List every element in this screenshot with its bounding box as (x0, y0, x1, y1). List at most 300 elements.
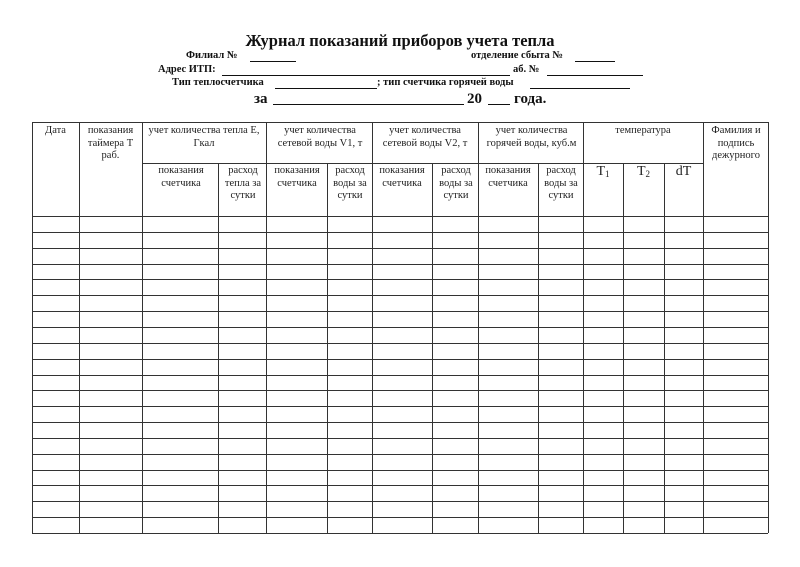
table-cell[interactable] (328, 456, 372, 469)
table-cell[interactable] (80, 456, 142, 469)
table-cell[interactable] (433, 313, 478, 326)
table-cell[interactable] (328, 250, 372, 263)
table-cell[interactable] (704, 250, 768, 263)
table-cell[interactable] (80, 234, 142, 247)
table-cell[interactable] (143, 250, 218, 263)
sales-dept-label: отделение сбыта № (471, 50, 563, 61)
table-cell[interactable] (267, 408, 327, 421)
table-cell[interactable] (143, 456, 218, 469)
table-cell[interactable] (584, 408, 623, 421)
table-cell[interactable] (624, 377, 664, 390)
table-cell[interactable] (479, 440, 538, 453)
table-cell[interactable] (328, 218, 372, 231)
table-cell[interactable] (267, 329, 327, 342)
table-cell[interactable] (624, 361, 664, 374)
table-cell[interactable] (665, 456, 703, 469)
table-cell[interactable] (539, 440, 583, 453)
table-cell[interactable] (433, 503, 478, 516)
table-cell[interactable] (33, 519, 79, 532)
table-cell[interactable] (80, 345, 142, 358)
table-cell[interactable] (624, 329, 664, 342)
hot-water-meter-type-field[interactable] (530, 88, 630, 89)
filial-field[interactable] (250, 61, 296, 62)
table-cell[interactable] (328, 472, 372, 485)
table-cell[interactable] (433, 345, 478, 358)
table-cell[interactable] (704, 297, 768, 310)
table-cell[interactable] (584, 297, 623, 310)
table-cell[interactable] (373, 456, 432, 469)
table-cell[interactable] (267, 313, 327, 326)
table-cell[interactable] (539, 456, 583, 469)
table-cell[interactable] (479, 345, 538, 358)
table-cell[interactable] (33, 361, 79, 374)
table-cell[interactable] (479, 266, 538, 279)
table-cell[interactable] (143, 218, 218, 231)
table-cell[interactable] (665, 440, 703, 453)
subscriber-field[interactable] (547, 75, 643, 76)
table-cell[interactable] (479, 234, 538, 247)
table-cell[interactable] (479, 392, 538, 405)
table-cell[interactable] (373, 329, 432, 342)
table-cell[interactable] (665, 361, 703, 374)
table-cell[interactable] (328, 234, 372, 247)
table-cell[interactable] (373, 424, 432, 437)
table-cell[interactable] (665, 313, 703, 326)
table-cell[interactable] (624, 456, 664, 469)
table-cell[interactable] (80, 297, 142, 310)
table-cell[interactable] (539, 519, 583, 532)
table-cell[interactable] (267, 250, 327, 263)
table-cell[interactable] (143, 281, 218, 294)
table-cell[interactable] (80, 250, 142, 263)
table-cell[interactable] (704, 377, 768, 390)
table-cell[interactable] (80, 503, 142, 516)
row-divider (32, 517, 768, 518)
table-cell[interactable] (373, 281, 432, 294)
table-cell[interactable] (665, 503, 703, 516)
table-cell[interactable] (143, 424, 218, 437)
table-cell[interactable] (143, 440, 218, 453)
table-cell[interactable] (665, 218, 703, 231)
table-cell[interactable] (584, 266, 623, 279)
table-cell[interactable] (704, 440, 768, 453)
table-cell[interactable] (80, 487, 142, 500)
table-cell[interactable] (665, 297, 703, 310)
table-cell[interactable] (80, 313, 142, 326)
hot-water-meter-type-label: ; тип счетчика горячей воды (377, 77, 514, 88)
table-cell[interactable] (219, 250, 266, 263)
table-cell[interactable] (584, 519, 623, 532)
table-cell[interactable] (539, 234, 583, 247)
table-cell[interactable] (665, 250, 703, 263)
table-cell[interactable] (584, 472, 623, 485)
table-cell[interactable] (219, 392, 266, 405)
table-cell[interactable] (479, 456, 538, 469)
table-cell[interactable] (624, 234, 664, 247)
table-cell[interactable] (373, 503, 432, 516)
table-cell[interactable] (479, 377, 538, 390)
table-cell[interactable] (539, 472, 583, 485)
table-cell[interactable] (704, 456, 768, 469)
table-cell[interactable] (479, 297, 538, 310)
table-cell[interactable] (704, 329, 768, 342)
table-cell[interactable] (584, 440, 623, 453)
table-cell[interactable] (267, 266, 327, 279)
table-cell[interactable] (539, 487, 583, 500)
table-cell[interactable] (539, 503, 583, 516)
table-cell[interactable] (539, 329, 583, 342)
table-cell[interactable] (143, 361, 218, 374)
table-cell[interactable] (373, 218, 432, 231)
table-cell[interactable] (624, 297, 664, 310)
table-cell[interactable] (704, 503, 768, 516)
table-cell[interactable] (433, 472, 478, 485)
table-cell[interactable] (584, 503, 623, 516)
table-cell[interactable] (267, 519, 327, 532)
table-cell[interactable] (267, 392, 327, 405)
table-cell[interactable] (33, 456, 79, 469)
table-cell[interactable] (143, 313, 218, 326)
table-cell[interactable] (704, 519, 768, 532)
table-cell[interactable] (267, 361, 327, 374)
table-cell[interactable] (433, 408, 478, 421)
table-cell[interactable] (328, 377, 372, 390)
table-cell[interactable] (433, 424, 478, 437)
table-cell[interactable] (704, 313, 768, 326)
table-cell[interactable] (433, 519, 478, 532)
table-cell[interactable] (584, 361, 623, 374)
table-cell[interactable] (80, 361, 142, 374)
itp-address-field[interactable] (222, 75, 510, 76)
table-cell[interactable] (80, 266, 142, 279)
table-cell[interactable] (624, 519, 664, 532)
table-cell[interactable] (328, 487, 372, 500)
table-cell[interactable] (704, 392, 768, 405)
table-cell[interactable] (433, 218, 478, 231)
table-cell[interactable] (479, 408, 538, 421)
table-cell[interactable] (267, 297, 327, 310)
table-cell[interactable] (33, 234, 79, 247)
table-cell[interactable] (539, 218, 583, 231)
table-cell[interactable] (373, 313, 432, 326)
table-cell[interactable] (267, 234, 327, 247)
table-cell[interactable] (665, 392, 703, 405)
table-cell[interactable] (143, 297, 218, 310)
table-cell[interactable] (584, 392, 623, 405)
subheader-t1: $T_1$ (596, 164, 610, 179)
heat-meter-type-field[interactable] (275, 88, 377, 89)
table-cell[interactable] (33, 218, 79, 231)
table-cell[interactable] (33, 313, 79, 326)
table-cell[interactable] (665, 281, 703, 294)
year-field[interactable] (488, 104, 510, 105)
table-cell[interactable] (704, 361, 768, 374)
table-border-bottom (32, 533, 768, 534)
table-cell[interactable] (143, 266, 218, 279)
table-cell[interactable] (624, 472, 664, 485)
table-cell[interactable] (143, 487, 218, 500)
table-cell[interactable] (665, 519, 703, 532)
table-cell[interactable] (373, 361, 432, 374)
table-cell[interactable] (80, 329, 142, 342)
table-cell[interactable] (479, 503, 538, 516)
table-cell[interactable] (373, 250, 432, 263)
table-cell[interactable] (328, 297, 372, 310)
table-cell[interactable] (539, 408, 583, 421)
table-cell[interactable] (433, 377, 478, 390)
table-cell[interactable] (584, 250, 623, 263)
table-cell[interactable] (33, 281, 79, 294)
table-cell[interactable] (143, 329, 218, 342)
table-cell[interactable] (373, 487, 432, 500)
table-cell[interactable] (219, 281, 266, 294)
table-cell[interactable] (33, 408, 79, 421)
table-cell[interactable] (80, 440, 142, 453)
table-cell[interactable] (80, 424, 142, 437)
table-cell[interactable] (704, 487, 768, 500)
table-cell[interactable] (665, 487, 703, 500)
table-cell[interactable] (143, 519, 218, 532)
table-cell[interactable] (433, 392, 478, 405)
table-cell[interactable] (479, 218, 538, 231)
table-cell[interactable] (584, 487, 623, 500)
table-cell[interactable] (624, 281, 664, 294)
table-cell[interactable] (539, 281, 583, 294)
table-cell[interactable] (328, 266, 372, 279)
table-cell[interactable] (433, 329, 478, 342)
table-cell[interactable] (479, 487, 538, 500)
table-cell[interactable] (624, 313, 664, 326)
row-divider (32, 343, 768, 344)
table-cell[interactable] (267, 218, 327, 231)
table-cell[interactable] (143, 472, 218, 485)
table-cell[interactable] (433, 361, 478, 374)
table-cell[interactable] (665, 377, 703, 390)
table-cell[interactable] (328, 313, 372, 326)
table-cell[interactable] (219, 440, 266, 453)
table-cell[interactable] (665, 266, 703, 279)
table-cell[interactable] (704, 281, 768, 294)
table-cell[interactable] (704, 266, 768, 279)
table-cell[interactable] (624, 250, 664, 263)
table-cell[interactable] (665, 345, 703, 358)
table-cell[interactable] (328, 503, 372, 516)
row-divider (32, 279, 768, 280)
table-cell[interactable] (219, 361, 266, 374)
table-cell[interactable] (433, 234, 478, 247)
table-cell[interactable] (479, 281, 538, 294)
table-cell[interactable] (328, 281, 372, 294)
table-cell[interactable] (433, 456, 478, 469)
table-cell[interactable] (373, 392, 432, 405)
table-cell[interactable] (479, 519, 538, 532)
table-cell[interactable] (584, 313, 623, 326)
table-cell[interactable] (584, 281, 623, 294)
row-divider (32, 248, 768, 249)
table-cell[interactable] (80, 392, 142, 405)
period-field[interactable] (273, 104, 464, 105)
table-cell[interactable] (539, 250, 583, 263)
table-cell[interactable] (219, 408, 266, 421)
table-cell[interactable] (219, 519, 266, 532)
table-cell[interactable] (267, 472, 327, 485)
table-cell[interactable] (479, 424, 538, 437)
table-cell[interactable] (624, 408, 664, 421)
table-cell[interactable] (219, 234, 266, 247)
table-cell[interactable] (267, 503, 327, 516)
table-cell[interactable] (539, 266, 583, 279)
table-cell[interactable] (33, 392, 79, 405)
table-cell[interactable] (80, 218, 142, 231)
table-cell[interactable] (584, 329, 623, 342)
table-cell[interactable] (665, 408, 703, 421)
table-cell[interactable] (33, 472, 79, 485)
table-cell[interactable] (539, 424, 583, 437)
table-cell[interactable] (479, 329, 538, 342)
table-cell[interactable] (373, 377, 432, 390)
table-cell[interactable] (219, 297, 266, 310)
table-cell[interactable] (80, 408, 142, 421)
table-cell[interactable] (219, 503, 266, 516)
table-cell[interactable] (624, 440, 664, 453)
table-cell[interactable] (373, 297, 432, 310)
table-cell[interactable] (539, 377, 583, 390)
table-cell[interactable] (143, 408, 218, 421)
table-cell[interactable] (624, 392, 664, 405)
table-cell[interactable] (433, 487, 478, 500)
table-cell[interactable] (539, 361, 583, 374)
table-cell[interactable] (328, 329, 372, 342)
table-cell[interactable] (219, 329, 266, 342)
table-cell[interactable] (219, 218, 266, 231)
table-cell[interactable] (267, 377, 327, 390)
table-cell[interactable] (665, 329, 703, 342)
table-cell[interactable] (80, 519, 142, 532)
table-cell[interactable] (704, 218, 768, 231)
table-cell[interactable] (33, 424, 79, 437)
table-cell[interactable] (584, 234, 623, 247)
table-cell[interactable] (328, 440, 372, 453)
table-cell[interactable] (584, 218, 623, 231)
table-cell[interactable] (143, 345, 218, 358)
table-cell[interactable] (33, 297, 79, 310)
table-cell[interactable] (328, 519, 372, 532)
year-suffix: года. (514, 91, 547, 107)
table-cell[interactable] (373, 408, 432, 421)
table-cell[interactable] (219, 424, 266, 437)
table-cell[interactable] (143, 503, 218, 516)
table-cell[interactable] (624, 345, 664, 358)
table-cell[interactable] (433, 440, 478, 453)
table-cell[interactable] (33, 329, 79, 342)
table-cell[interactable] (665, 424, 703, 437)
table-cell[interactable] (539, 313, 583, 326)
table-cell[interactable] (665, 472, 703, 485)
table-cell[interactable] (479, 472, 538, 485)
table-cell[interactable] (433, 297, 478, 310)
table-cell[interactable] (33, 440, 79, 453)
table-cell[interactable] (219, 456, 266, 469)
table-cell[interactable] (704, 472, 768, 485)
table-cell[interactable] (143, 234, 218, 247)
table-cell[interactable] (433, 266, 478, 279)
table-cell[interactable] (219, 472, 266, 485)
table-cell[interactable] (267, 424, 327, 437)
table-cell[interactable] (33, 377, 79, 390)
table-cell[interactable] (624, 266, 664, 279)
table-cell[interactable] (267, 281, 327, 294)
table-cell[interactable] (704, 234, 768, 247)
table-cell[interactable] (267, 487, 327, 500)
table-cell[interactable] (624, 218, 664, 231)
table-cell[interactable] (479, 313, 538, 326)
table-cell[interactable] (80, 281, 142, 294)
table-cell[interactable] (373, 472, 432, 485)
table-cell[interactable] (328, 392, 372, 405)
table-cell[interactable] (433, 250, 478, 263)
table-cell[interactable] (143, 377, 218, 390)
table-cell[interactable] (624, 487, 664, 500)
table-cell[interactable] (219, 313, 266, 326)
table-cell[interactable] (373, 519, 432, 532)
table-cell[interactable] (373, 440, 432, 453)
sales-dept-field[interactable] (575, 61, 615, 62)
table-cell[interactable] (539, 297, 583, 310)
table-cell[interactable] (80, 377, 142, 390)
table-cell[interactable] (704, 345, 768, 358)
table-cell[interactable] (704, 424, 768, 437)
table-cell[interactable] (267, 345, 327, 358)
table-cell[interactable] (33, 487, 79, 500)
table-cell[interactable] (665, 234, 703, 247)
table-cell[interactable] (33, 345, 79, 358)
table-cell[interactable] (267, 456, 327, 469)
table-cell[interactable] (704, 408, 768, 421)
table-cell[interactable] (584, 377, 623, 390)
table-cell[interactable] (219, 345, 266, 358)
table-cell[interactable] (219, 377, 266, 390)
table-cell[interactable] (328, 345, 372, 358)
table-cell[interactable] (373, 345, 432, 358)
table-cell[interactable] (479, 361, 538, 374)
table-cell[interactable] (584, 456, 623, 469)
table-cell[interactable] (33, 250, 79, 263)
table-cell[interactable] (33, 503, 79, 516)
table-cell[interactable] (539, 345, 583, 358)
row-divider (32, 327, 768, 328)
table-cell[interactable] (219, 487, 266, 500)
table-cell[interactable] (479, 250, 538, 263)
table-cell[interactable] (624, 503, 664, 516)
table-cell[interactable] (80, 472, 142, 485)
table-cell[interactable] (33, 266, 79, 279)
table-cell[interactable] (373, 234, 432, 247)
table-cell[interactable] (373, 266, 432, 279)
table-cell[interactable] (143, 392, 218, 405)
table-cell[interactable] (584, 424, 623, 437)
table-cell[interactable] (328, 361, 372, 374)
table-cell[interactable] (267, 440, 327, 453)
table-cell[interactable] (219, 266, 266, 279)
table-border-top (32, 122, 768, 123)
table-cell[interactable] (624, 424, 664, 437)
table-cell[interactable] (328, 408, 372, 421)
table-cell[interactable] (584, 345, 623, 358)
row-divider (32, 232, 768, 233)
table-cell[interactable] (433, 281, 478, 294)
table-cell[interactable] (328, 424, 372, 437)
table-cell[interactable] (539, 392, 583, 405)
